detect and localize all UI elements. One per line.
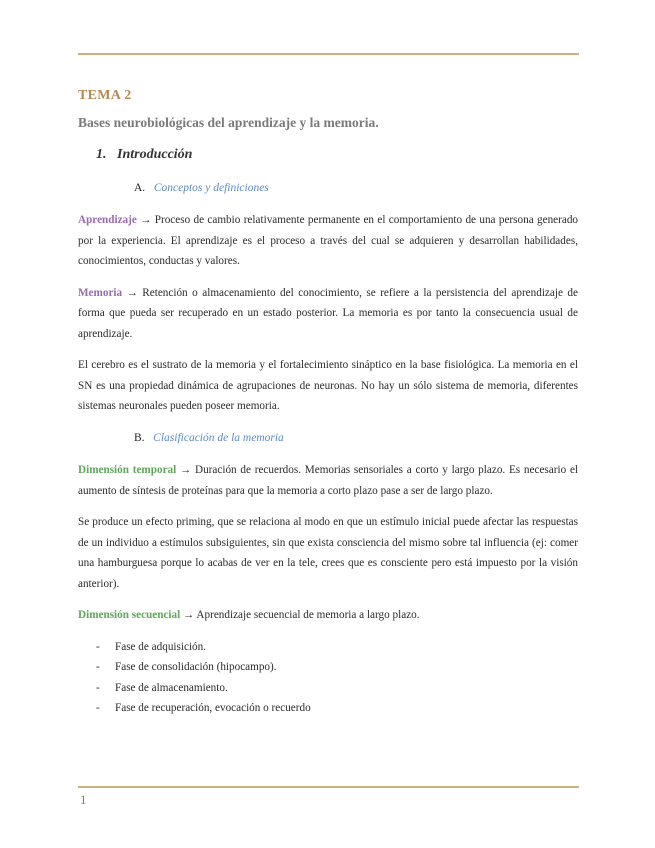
term-dimension-temporal: Dimensión temporal [78,464,177,476]
term-memoria: Memoria [78,286,123,299]
subheading-a-letter: A. [134,181,146,194]
topic-label: TEMA 2 [78,88,132,103]
dash-bullet: - [96,681,100,694]
definition-secuencial: Aprendizaje secuencial de memoria a largo plazo. [196,609,420,621]
subheading-b-text: Clasificación de la memoria [153,431,284,444]
list-item [78,657,578,678]
paragraph-secuencial [78,605,578,626]
paragraph-temporal [78,460,578,501]
document-body [78,86,578,719]
list-item [78,678,578,699]
dash-bullet: - [96,702,100,714]
topic-subtitle: Bases neurobiológicas del aprendizaje y la memoria. [78,114,379,130]
list-item-text: Fase de recuperación, evocación o recuerdo [115,702,311,714]
list-item [78,637,578,658]
term-aprendizaje: Aprendizaje [78,214,137,226]
term-dimension-secuencial: Dimensión secuencial [78,609,181,621]
subheading-b [134,428,578,449]
subheading-a [134,178,578,199]
arrow-icon: → [140,214,152,226]
arrow-icon: → [126,286,138,299]
arrow-icon: → [183,609,195,621]
list-item-text: Fase de adquisición. [115,640,207,653]
dash-bullet: - [96,661,100,673]
definition-temporal: Duración de recuerdos. Memorias sensoriales a corto y largo plazo. Es necesario el aumento de síntesis de proteínas para que la memoria a corto plazo pase a ser de largo plazo. [78,464,579,497]
footer-rule [78,786,579,788]
list-item [78,698,578,719]
paragraph-priming: Se produce un efecto priming, que se relaciona al modo en que un estímulo inicial puede afectar las respuestas de un individuo a estímulos subsiguientes, sin que exista consciencia del mismo sobre tal influencia (ej: comer una hamburguesa porque lo acabas de ver en la tele, crees que es consciente pero está impuesto por la visión anterior). [78,516,578,590]
arrow-icon: → [180,464,192,476]
paragraph-aprendizaje [78,210,578,272]
paragraph-cerebro: El cerebro es el sustrato de la memoria y el fortalecimiento sináptico en la base fisiológica. La memoria en el SN es una propiedad dinámica de agrupaciones de neuronas. No hay un sólo sistema de memoria, diferentes sistemas neuronales pueden poseer memoria. [78,359,578,412]
definition-memoria: Retención o almacenamiento del conocimiento, se refiere a la persistencia del aprendizaje de forma que pueda ser recuperado en un estado posterior. La memoria es por tanto la consecuencia usual de aprendizaje. [78,286,578,340]
definition-aprendizaje: Proceso de cambio relativamente permanente en el comportamiento de una persona generado por la experiencia. El aprendizaje es el proceso a través del cual se adquieren y desarrollan habilidades, conocimientos, conductas y valores. [78,214,579,267]
subheading-b-letter: B. [134,431,145,444]
subheading-a-text: Conceptos y definiciones [153,181,269,194]
dash-bullet: - [96,640,100,653]
list-item-text: Fase de almacenamiento. [115,681,228,694]
page-number: 1 [80,792,87,807]
section-heading [96,145,578,166]
list-item-text: Fase de consolidación (hipocampo). [115,661,277,673]
section-title: Introducción [117,147,193,162]
phase-list [78,637,578,719]
paragraph-memoria [78,283,578,345]
header-rule [78,53,579,55]
section-number: 1. [96,147,107,162]
